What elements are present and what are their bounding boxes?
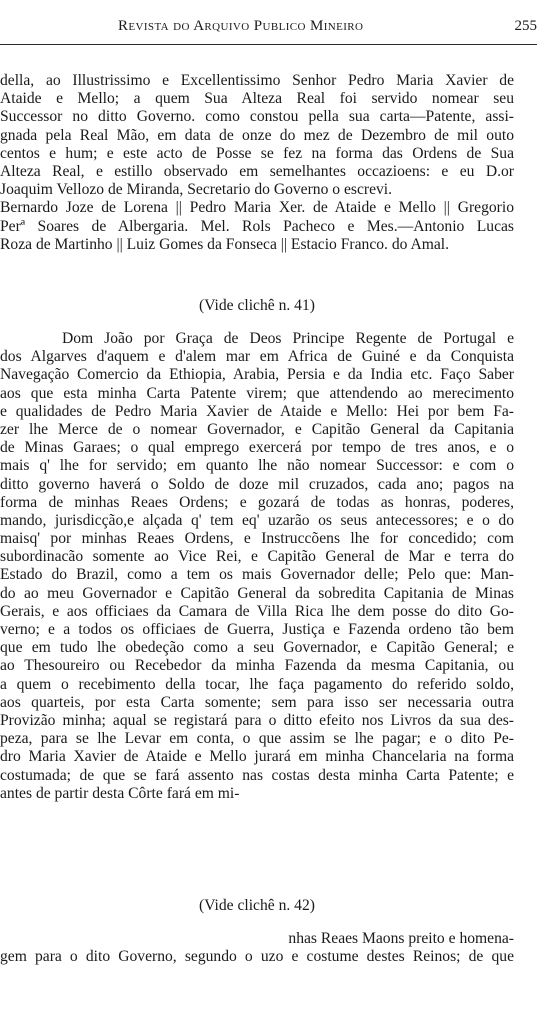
text-line: Gerais, e aos officiaes da Camara de Villa Rica lhe dem posse do dito Go- (0, 602, 514, 620)
figure-reference-42: (Vide clichê n. 42) (199, 897, 315, 914)
text-line: ditto governo haverá o Soldo de doze mil cruzados, cada ano; pagos na (0, 475, 514, 493)
text-line: de Minas Garaes; o qual emprego exercerá por tempo de tres anos, e o (0, 439, 514, 457)
text-line: antes de partir desta Côrte fará em mi- (0, 784, 240, 802)
text-line: Roza de Martinho || Luiz Gomes da Fonseca || Estacio Franco. do Amal. (0, 235, 450, 253)
text-line: forma de minhas Reaes Ordens; e gozará de todas as honras, poderes, (0, 493, 514, 511)
text-line: mando, jurisdicção,e alçada q' tem eq' uzarão os seus antecessores; e o do (0, 511, 514, 529)
text-line: Alteza Real, e estillo observado em semelhantes occazioens: e eu D.or (0, 162, 514, 180)
text-line: e qualidades de Pedro Maria Xavier de Ataide e Mello: Hei por bem Fa- (0, 402, 514, 420)
text-line: gem para o dito Governo, segundo o uzo e costume destes Reinos; de que (0, 948, 514, 966)
paragraph-royal-charter (0, 330, 514, 803)
text-line: a quem o recebimento della tocar, lhe faça pagamento do referido soldo, (0, 675, 514, 693)
text-line: Navegação Comercio da Ethiopia, Arabia, Persia e da India etc. Faço Saber (0, 366, 514, 384)
text-line: aos quarteis, por esta Carta somente; sem para isso ser necessaria outra (0, 693, 514, 711)
text-line: mais q' lhe for servido; em quanto lhe não nomear Successor: e com o (0, 457, 514, 475)
text-line: verno; e a todos os officiaes de Guerra, Justiça e Fazenda ordeno tão bem (0, 621, 514, 638)
text-line: que em tudo lhe obedeção como a seu Governador, e Capitão General; e (0, 639, 514, 657)
header-rule (0, 44, 537, 45)
text-line: Provizão minha; aqual se registará para o ditto efeito nos Livros da sua des- (0, 711, 514, 729)
text-line: aos que esta minha Carta Patente virem; que attendendo ao merecimento (0, 384, 514, 402)
paragraph-act-of-possession (0, 72, 514, 254)
text-line: dro Maria Xavier de Ataide e Mello jurará em minha Chancelaria na forma (0, 748, 514, 766)
text-line: Dom João por Graça de Deos Principe Regente de Portugal e (62, 330, 514, 347)
text-line: Ataide e Mello; a quem Sua Alteza Real foi servido nomear seu (0, 90, 514, 108)
paragraph-continuation (0, 930, 514, 966)
text-line: zer lhe Merce de o nomear Governador, e Capitão General da Capitania (0, 420, 514, 438)
text-line: dos Algarves d'aquem e d'alem mar em Africa de Guiné e da Conquista (0, 348, 514, 366)
text-line: Joaquim Vellozo de Miranda, Secretario do Governo o escrevi. (0, 181, 393, 199)
text-line: gnada pela Real Mão, em data de onze do mez de Dezembro de mil outo (0, 126, 514, 144)
running-header (0, 18, 537, 40)
text-line: subordinacão somente ao Vice Rei, e Capitão General de Mar e terra do (0, 548, 514, 566)
text-line: do ao meu Governador e Capitão General da sobredita Capitania de Minas (0, 584, 514, 602)
text-line: ao Thesoureiro ou Recebedor da minha Fazenda da mesma Capitania, ou (0, 657, 514, 675)
text-line: nhas Reaes Maons preito e homena- (288, 930, 514, 947)
text-line: costumada; de que se fará assento nas costas desta minha Carta Patente; e (0, 766, 514, 784)
text-line: Estado do Brazil, como a tem os mais Governador delle; Pelo que: Man- (0, 566, 514, 584)
text-line: peza, para se lhe Levar em conta, o que assim se lhe pagar; e o dito Pe- (0, 730, 514, 748)
text-line: della, ao Illustrissimo e Excellentissimo Senhor Pedro Maria Xavier de (0, 72, 514, 89)
text-line: Perª Soares de Albergaria. Mel. Rols Pacheco e Mes.—Antonio Lucas (0, 217, 514, 235)
page-number: 255 (514, 18, 537, 34)
text-line: centos e hum; e este acto de Posse se fez na forma das Ordens de Sua (0, 144, 514, 162)
text-line: maisq' por minhas Reaes Ordens, e Instruccõens lhe for concedido; com (0, 530, 514, 548)
text-line: Bernardo Joze de Lorena || Pedro Maria Xer. de Ataide e Mello || Gregorio (0, 199, 514, 217)
journal-title: Revista do Arquivo Publico Mineiro (118, 18, 364, 34)
figure-reference-41: (Vide clichê n. 41) (199, 297, 315, 314)
text-line: Successor no ditto Governo. como constou pella sua carta—Patente, assi- (0, 108, 514, 126)
